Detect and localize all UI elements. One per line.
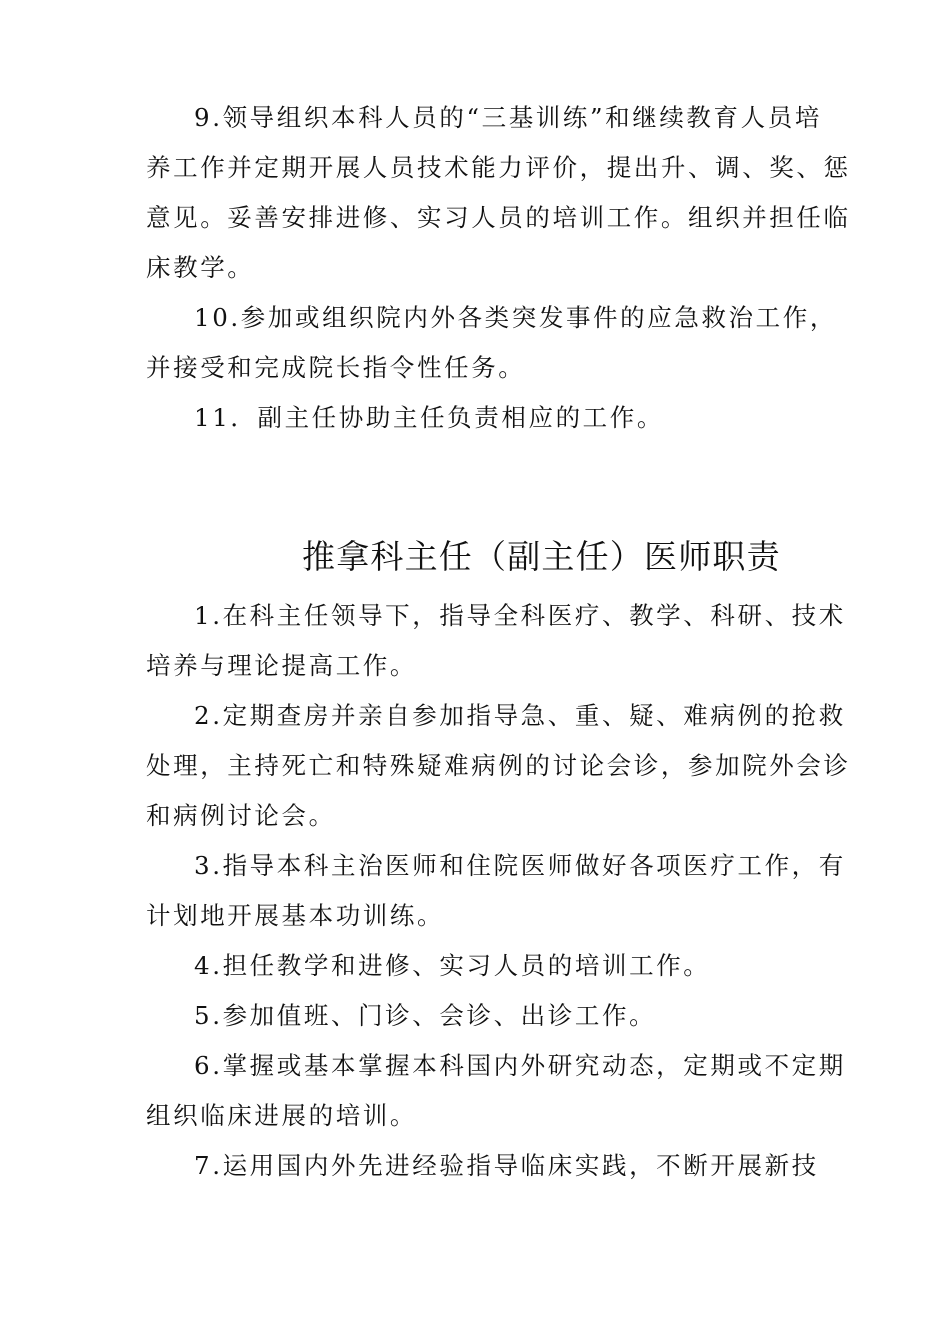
duty-6-line-2: 组织临床进展的培训。 — [146, 1101, 417, 1130]
item-9-line-1: 9.领导组织本科人员的“三基训练”和继续教育人员培 — [194, 103, 822, 132]
item-11-line-1: 11．副主任协助主任负责相应的工作。 — [194, 403, 664, 432]
duty-3-line-1: 3.指导本科主治医师和住院医师做好各项医疗工作，有 — [194, 851, 846, 880]
item-9-line-2: 养工作并定期开展人员技术能力评价，提出升、调、奖、惩 — [146, 153, 851, 182]
duty-7-line-1: 7.运用国内外先进经验指导临床实践，不断开展新技 — [194, 1151, 819, 1180]
duty-2-line-1: 2.定期查房并亲自参加指导急、重、疑、难病例的抢救 — [194, 701, 846, 730]
duty-4-line-1: 4.担任教学和进修、实习人员的培训工作。 — [194, 951, 711, 980]
duty-6-line-1: 6.掌握或基本掌握本科国内外研究动态，定期或不定期 — [194, 1051, 846, 1080]
duty-5-line-1: 5.参加值班、门诊、会诊、出诊工作。 — [194, 1001, 657, 1030]
item-9-line-4: 床教学。 — [146, 253, 255, 282]
duty-3-line-2: 计划地开展基本功训练。 — [146, 901, 445, 930]
duty-2-line-2: 处理，主持死亡和特殊疑难病例的讨论会诊，参加院外会诊 — [146, 751, 851, 780]
item-10-line-1: 10.参加或组织院内外各类突发事件的应急救治工作， — [194, 303, 837, 332]
item-10-line-2: 并接受和完成院长指令性任务。 — [146, 353, 526, 382]
duty-1-line-1: 1.在科主任领导下，指导全科医疗、教学、科研、技术 — [194, 601, 846, 630]
item-9-line-3: 意见。妥善安排进修、实习人员的培训工作。组织并担任临 — [146, 203, 851, 232]
duty-1-line-2: 培养与理论提高工作。 — [146, 651, 417, 680]
section-title: 推拿科主任（副主任）医师职责 — [302, 537, 781, 576]
duty-2-line-3: 和病例讨论会。 — [146, 801, 336, 830]
